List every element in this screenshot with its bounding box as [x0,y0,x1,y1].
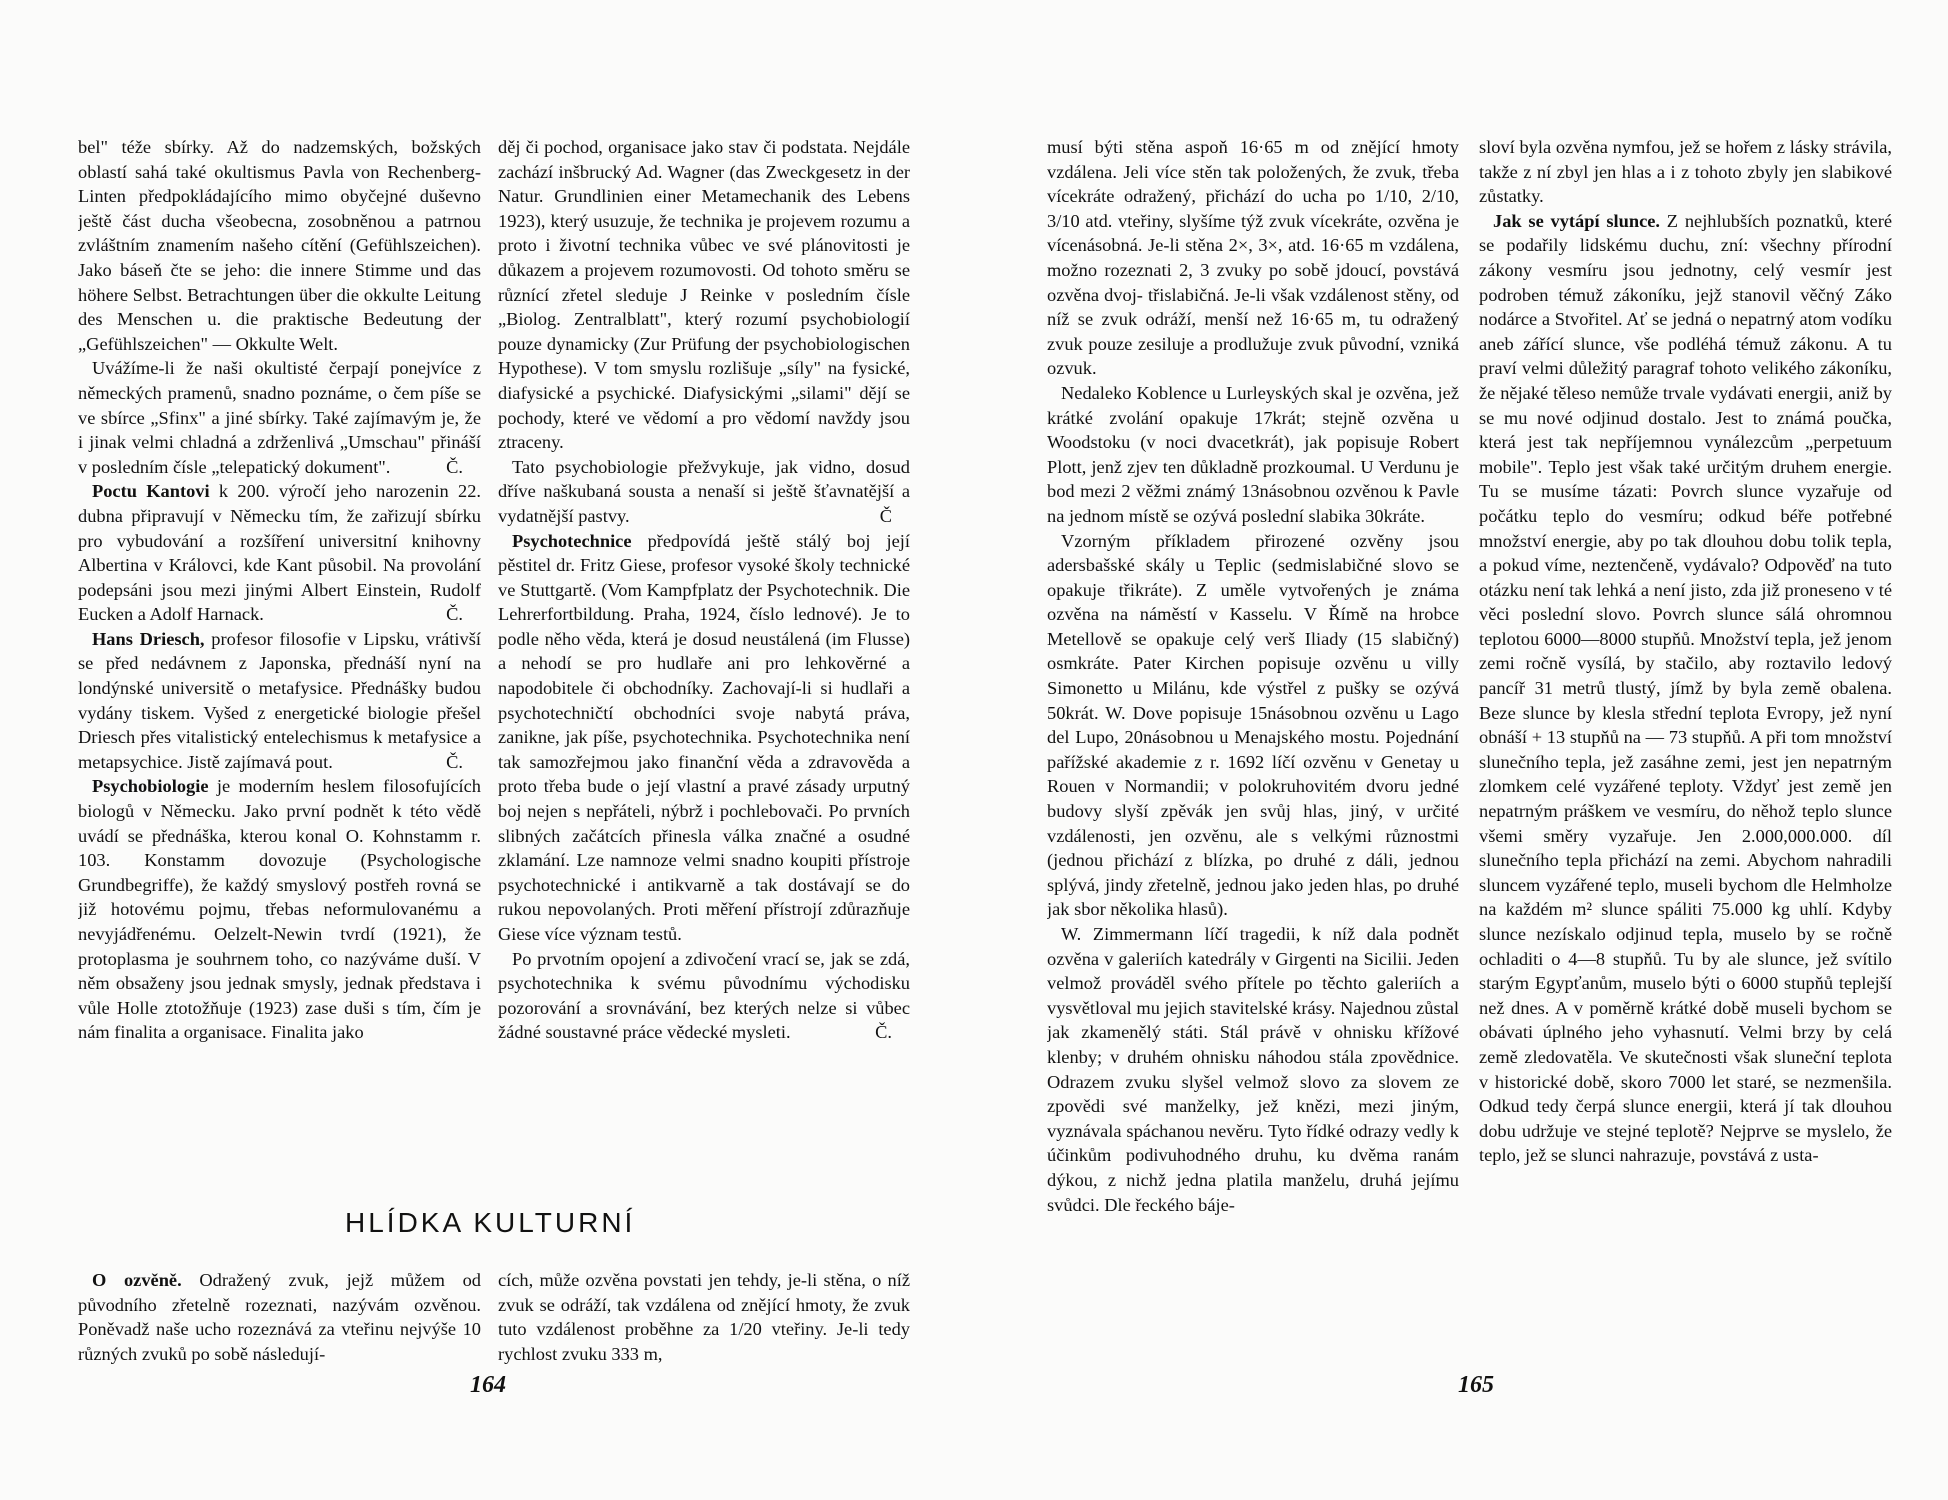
paragraph [498,529,910,947]
left-column-2 [498,135,910,1190]
paragraph [1479,135,1892,209]
paragraph-text: bel" téže sbírky. Až do nadzemských, božských oblastí sahá také okultismus Pavla von Rechenberg-Linten předpokládajícího mimo obyčejné duševno ještě část ducha všeobecna, zosobněnou a patrnou zvláštním znamením našeho cítění (Gefühlszeichen). Jako báseň čte se jeho: die innere Stimme und das höhere Selbst. Betrachtungen über die okkulte Leitung des Menschen u. die praktische Bedeutung der „Gefühlszeichen" — Okkulte Welt. [78,137,481,354]
left-column-4 [498,1268,910,1368]
paragraph [498,135,910,455]
section-title: HLÍDKA KULTURNÍ [345,1207,636,1238]
paragraph [1047,529,1459,923]
paragraph [1479,209,1892,1168]
author-signature: Č. [875,1022,892,1043]
paragraph-text: Odražený zvuk, jejž můžem od původního zřetelně rozeznati, nazývám ozvěnou. Poněvadž naše ucho rozeznává za vteřinu nejvýše 10 různých zvuků po sobě následují- [78,1270,481,1364]
author-signature: Č. [446,456,463,477]
paragraph [498,1268,910,1366]
paragraph-text: Nedaleko Koblence u Lurleyských skal je ozvěna, jež krátké zvolání opakuje 17krát; stejně ozvěna u Woodstoku (v noci dvacetkrát), jak popisuje Robert Plott, jenž zjev ten důkladně prozkoumal. U Verdunu je bod mezi 2 věžmi známý 13násobnou ozvěnou k Pavle na jednom místě se ozývá poslední slabika 30kráte. [1047,382,1459,526]
paragraph-lead: Poctu Kantovi [92,481,210,502]
paragraph-text: Uvážíme-li že naši okultisté čerpají ponejvíce z německých pramenů, snadno poznáme, o čem píše se ve sbírce „Sfinx" a jiné sbírky. Také zajímavým je, že i jinak velmi chladná a zdrženlivá „Umschau" přináší v posledním čísle „telepatický dokument". [78,358,481,477]
right-page [974,0,1948,1500]
paragraph [78,1268,481,1366]
right-column-2 [1479,135,1892,1365]
right-column-1 [1047,135,1459,1365]
page-number-left: 164 [470,1372,506,1398]
page-number-right: 165 [1458,1372,1494,1398]
paragraph-lead: Psychotechnice [512,530,632,551]
paragraph [78,479,481,627]
paragraph-text: Vzorným příkladem přirozené ozvěny jsou adersbašské skály u Teplic (sedmislabičné slovo se opakuje třikráte). Z uměle vytvořených je známa ozvěna na náměstí v Kasselu. V Římě na hrobce Metellově se opakuje celý verš Iliady (15 slabičný) osmkráte. Pater Kirchen popisuje ozvěnu u villy Simonetto u Milánu, kde výstřel z pušky se ozývá 50krát. W. Dove popisuje 15násobnou ozvěnu u Lago del Lupo, 20násobnou u Menajského mostu. Pojednání pařížské akademie z r. 1692 líčí ozvěnu v Genetay u Rouen v Normandii; v polokruhovitém dvoru jedné budovy slyší zpěvák jen svůj hlas, jiný, v určité vzdálenosti, jen ozvěnu, ale s velkými různostmi (jednou přichází z blízka, po druhé z dáli, jednou splývá, jindy zřetelně, jednou jako jeden hlas, po druhé jak sbor několika hlasů). [1047,530,1459,920]
left-column-3 [78,1268,481,1368]
paragraph [1047,381,1459,529]
paragraph-lead: Hans Driesch, [92,628,205,649]
paragraph-text: děj či pochod, organisace jako stav či podstata. Nejdále zachází inšbrucký Ad. Wagner (das Zweckgesetz in der Natur. Grundlinien einer Metamechanik des Lebens 1923), který usuzuje, že technika je projevem rozumu a proto i životní technika vůbec ve své plánovitosti je důkazem a projevem rozumovosti. Od tohoto směru se různící zřetel sleduje J Reinke v posledním čísle „Biolog. Zentralblatt", který rozumí psychobiologií pouze dynamicky (Zur Prüfung der psychobiologischen Hypothese). V tom smyslu rozlišuje „síly" na fysické, diafysické a psychické. Diafysickými „silami" dějí se pochody, které ve vědomí a pro vědomí navždy jsou ztraceny. [498,137,910,453]
paragraph-text: Z nejhlubších poznatků, které se podařily lidskému duchu, zní: všechny přírodní zákony vesmíru jsou jednotny, celý vesmír jest podroben témuž zákoníku, jejž stanovil věčný Záko nodárce a Stvořitel. Ať se jedná o nepatrný atom vodíku aneb zářící slunce, vše podléhá témuž zákonu. A tu praví velmi důležitý paragraf tohoto velikého zákoníku, že nějaké těleso nemůže trvale vydávati energii, aniž by se mu nové odjinud dostalo. Jest to známá poučka, která jest tak nepříjemnou vynálezcům „perpetuum mobile". Teplo jest však také určitým druhem energie. Tu se musíme tázati: Povrch slunce vyzařuje od počátku teplo do vesmíru; odkud béře potřebné množství energie, aby po tak dlouhou dobu tolik tepla, a pokud víme, neztenčeně, vydávalo? Odpověď na tuto otázku není tak lehká a není jisto, zda již proneseno v té věci poslední slovo. Povrch slunce sálá ohromnou teplotou 6000—8000 stupňů. Množství tepla, jež jenom zemi ročně vysílá, by stačilo, aby roztavilo ledový pancíř 31 metrů tlustý, jímž by byla země obalena. Beze slunce by klesla střední teplota Evropy, jež nyní obnáší + 13 stupňů na — 73 stupňů. A při tom množství slunečního tepla, jež zasáhne zemi, jest jen nepatrným zlomkem celé vyzářené teploty. Vždyť jest země jen nepatrným práškem ve vesmíru, do něhož teplo slunce všemi směry vyzařuje. Jen 2.000,000.000. díl slunečního tepla přichází na zemi. Abychom nahradili sluncem vyzářené teplo, museli bychom dle Helmholze na každém m² slunce spáliti 75.000 kg uhlí. Kdyby slunce nezískalo odjinud tepla, muselo by se ročně ochladiti o 4—8 stupňů. Tu by ale slunce, jež svítilo starým Egypťanům, muselo býti o 6000 stupňů teplejší než dnes. A v poměrně krátké době museli bychom se obávati úplného jeho vyhasnutí. Velmi brzy by celá země zledovatěla. Ve skutečnosti však sluneční teplota v historické době, skoro 7000 let staré, se nezmenšila. Odkud tedy čerpá slunce energii, která jí tak dlouhou dobu udržuje ve stejné teplotě? Nejprve se myslelo, že teplo, jež se slunci nahrazuje, povstává z usta- [1479,210,1892,1166]
paragraph [498,455,910,529]
paragraph-lead: Jak se vytápí slunce. [1493,210,1661,231]
paragraph [78,627,481,775]
paragraph-text: sloví byla ozvěna nymfou, jež se hořem z lásky strávila, takže z ní zbyl jen hlas a i z tohoto zbyly jen slabikové zůstatky. [1479,137,1892,207]
paragraph [78,135,481,356]
paragraph-text: profesor filosofie v Lipsku, vrátivší se před nedávnem z Japonska, přednáší nyní na londýnské universitě o metafysice. Přednášky budou vydány tiskem. Vyšed z energetické biologie přešel Driesch přes vitalistický entelechismus k metafysice a metapsychice. Jistě zajímavá pout. [78,628,481,772]
left-column-1 [78,135,481,1190]
paragraph [78,774,481,1045]
paragraph-text: cích, může ozvěna povstati jen tehdy, je-li stěna, o níž zvuk se odráží, tak vzdálena od znějící hmoty, že zvuk tuto vzdálenost proběhne za 1/20 vteřiny. Je-li tedy rychlost zvuku 333 m, [498,1270,910,1364]
author-signature: Č. [446,604,463,625]
author-signature: Č [879,505,892,526]
paragraph-text: Tato psychobiologie přežvykuje, jak vidno, dosud dříve naškubaná sousta a nenaší si ještě šťavnatější a vydatnější pastvy. [498,456,910,526]
author-signature: Č. [446,751,463,772]
paragraph-text: Po prvotním opojení a zdivočení vrací se, jak se zdá, psychotechnika k svému původnímu východisku pozorování a srovnávání, bez kterých nelze si vůbec žádné soustavné práce vědecké mysleti. [498,948,910,1043]
paragraph-text: je moderním heslem filosofujících biologů v Německu. Jako první podnět k této vědě uvádí se přednáška, kterou konal O. Kohnstamm r. 103. Konstamm dovozuje (Psychologische Grundbegriffe), že každý smyslový postřeh rovná se již hotovému pojmu, třebas neformulovanému a nevyjádřenému. Oelzelt-Newin tvrdí (1921), že protoplasma je souhrnem toho, co nazýváme duší. V něm obsaženy jsou jednak smysly, jednak představa i vůle Holle ztotožňuje (1923) zase duši s tím, čím je nám finalita a organisace. Finalita jako [78,776,481,1043]
paragraph [498,947,910,1045]
paragraph-lead: Psychobiologie [92,776,209,797]
paragraph [1047,922,1459,1217]
paragraph-text: musí býti stěna aspoň 16·65 m od znějící hmoty vzdálena. Jeli více stěn tak položených, že zvuk, třeba vícekráte odražený, přichází do ucha po 1/10, 2/10, 3/10 atd. vteřiny, slyšíme týž zvuk vícekráte, ozvěna je vícenásobná. Je-li stěna 2×, 3×, atd. 16·65 m vzdálena, možno rozeznati 2, 3 zvuky po sobě jdoucí, povstává ozvěna dvoj- třislabičná. Je-li však vzdálenost stěny, od níž se zvuk odráží, menší než 16·65 m, tu odražený zvuk pouze zesiluje a prodlužuje zvuk původní, vzniká ozvuk. [1047,137,1459,379]
paragraph [1047,135,1459,381]
paragraph-text: předpovídá ještě stálý boj její pěstitel dr. Fritz Giese, profesor vysoké školy technické ve Stuttgartě. (Vom Kampfplatz der Psychotechnik. Die Lehrerfortbildung. Praha, 1924, číslo lednové). Je to podle něho věda, která je dosud neustálená (im Flusse) a nehodí se pro hudlaře ani pro lehkověrné a napodobitele či obchodníky. Zachovají-li si hudlaři a psychotechničtí obchodníci svoje nabytá práva, zanikne, jak píše, psychotechnika. Psychotechnika není tak samozřejmou jako finanční věda a zdravověda a proto třeba bude o její vlastní a pravé zásady urputný boj nejen s nepřáteli, nýbrž i pochlebovači. Po prvních slibných začátcích přinesla válka značné a osudné zklamání. Lze namnoze velmi snadno koupiti přístroje psychotechnické i antikvarně a tak dostávají se do rukou nepovolaných. Proti měření přístrojí zdůrazňuje Giese více význam testů. [498,530,910,944]
paragraph-text: W. Zimmermann líčí tragedii, k níž dala podnět ozvěna v galeriích katedrály v Girgenti na Sicilii. Jeden velmož prováděl svého přítele po těchto galeriích a vysvětloval mu jejich stavitelské krásy. Najednou zůstal jak zkamenělý státi. Stál právě v ohnisku křížové klenby; v druhém ohnisku náhodou stála zpovědnice. Odrazem zvuku slyšel velmož slovo za slovem ze zpovědi své manželky, jež knězi, mezi jiným, vyznávala spáchanou nevěru. Tyto řídké odrazy vedly k účinkům podivuhodného druhu, ku dvěma ranám dýkou, z nichž jedna platila manželu, druhá jejímu svůdci. Dle řeckého báje- [1047,924,1459,1215]
paragraph-lead: O ozvěně. [92,1270,182,1290]
paragraph [78,356,481,479]
paragraph-text: k 200. výročí jeho narozenin 22. dubna připravují v Německu tím, že zařizují sbírku pro vybudování a rozšíření universitní knihovny Albertina v Královci, kde Kant působil. Na provolání podepsáni jsou mezi jinými Albert Einstein, Rudolf Eucken a Adolf Harnack. [78,481,481,625]
